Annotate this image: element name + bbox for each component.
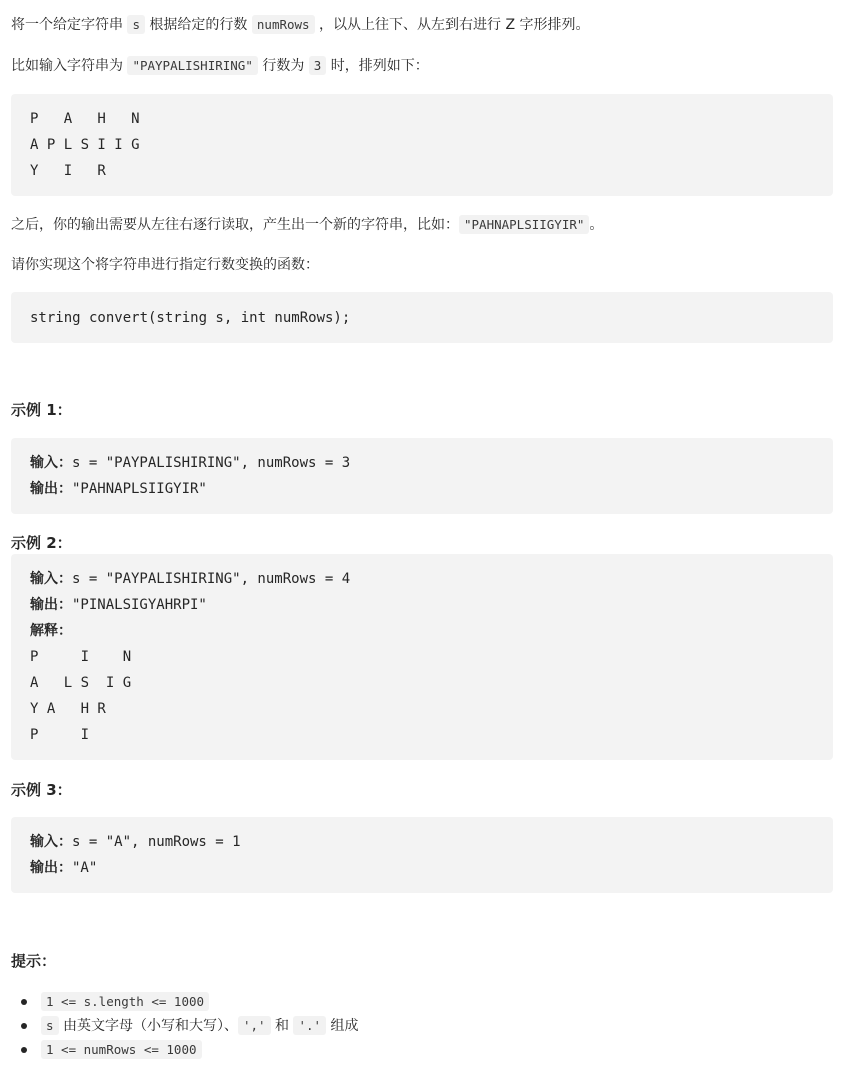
code-line: A P L S I I G: [30, 137, 140, 153]
inline-code-s: s: [127, 15, 145, 34]
inline-code-numrows: numRows: [252, 15, 315, 34]
hint-item: [41, 990, 359, 1014]
explain-line: P I: [30, 727, 90, 743]
inline-code-rows: 3: [309, 56, 327, 75]
output-label: 输出：: [30, 597, 72, 613]
hints-list: [11, 990, 359, 1062]
output-value: "A": [72, 860, 98, 876]
intro-text: 根据给定的行数: [144, 17, 252, 33]
input-value: s = "A", numRows = 1: [72, 834, 241, 850]
hint-code: 1 <= numRows <= 1000: [41, 1040, 202, 1059]
intro-text: 之后，你的输出需要从左往右逐行读取，产生出一个新的字符串，比如：: [11, 217, 459, 233]
intro-text: 行数为: [257, 58, 309, 74]
explain-line: P I N: [30, 649, 132, 665]
intro-paragraph-2: [11, 54, 429, 78]
intro-paragraph-1: [11, 13, 590, 37]
example-2-block: [11, 554, 833, 760]
hint-text: 由英文字母（小写和大写）、: [58, 1018, 238, 1034]
example-2-output: [30, 592, 814, 618]
input-label: 输入：: [30, 834, 72, 850]
hint-code: 1 <= s.length <= 1000: [41, 992, 209, 1011]
hint-code: '.': [293, 1016, 326, 1035]
example-3-block: [11, 817, 833, 893]
code-line: Y I R: [30, 163, 106, 179]
example-2-input: [30, 566, 814, 592]
intro-text: 。: [589, 217, 604, 233]
input-label: 输入：: [30, 571, 72, 587]
example-3-input: [30, 829, 814, 855]
inline-code-example-string: "PAYPALISHIRING": [127, 56, 257, 75]
hint-code: s: [41, 1016, 59, 1035]
signature-code-block: [11, 292, 833, 343]
example-1-output: [30, 476, 814, 502]
intro-text: 比如输入字符串为: [11, 58, 128, 74]
intro-text: ，以从上往下、从左到右进行 Z 字形排列。: [314, 17, 590, 33]
explain-line: Y A H R: [30, 701, 106, 717]
example-2-title: 示例 2：: [11, 534, 72, 552]
hint-text: 组成: [326, 1018, 359, 1034]
inline-code-result: "PAHNAPLSIIGYIR": [459, 215, 589, 234]
intro-text: 时，排列如下：: [326, 58, 429, 74]
input-value: s = "PAYPALISHIRING", numRows = 3: [72, 455, 351, 471]
output-label: 输出：: [30, 860, 72, 876]
example-1-block: [11, 438, 833, 514]
output-label: 输出：: [30, 481, 72, 497]
example-3-output: [30, 855, 814, 881]
hint-item: [41, 1014, 359, 1038]
hint-code: ',': [238, 1016, 271, 1035]
input-label: 输入：: [30, 455, 72, 471]
zigzag-code-block: [11, 94, 833, 196]
output-value: "PINALSIGYAHRPI": [72, 597, 207, 613]
intro-paragraph-4: 请你实现这个将字符串进行指定行数变换的函数：: [11, 257, 319, 273]
code-line: P A H N: [30, 111, 140, 127]
example-1-input: [30, 450, 814, 476]
code-line: string convert(string s, int numRows);: [30, 310, 351, 326]
explain-label: 解释：: [30, 623, 72, 639]
hints-title: 提示：: [11, 952, 57, 970]
explain-line: A L S I G: [30, 675, 132, 691]
hint-text: 和: [270, 1018, 294, 1034]
intro-text: 将一个给定字符串: [11, 17, 128, 33]
output-value: "PAHNAPLSIIGYIR": [72, 481, 207, 497]
intro-paragraph-3: [11, 213, 603, 237]
hint-item: [41, 1038, 359, 1062]
example-3-title: 示例 3：: [11, 781, 72, 799]
example-1-title: 示例 1：: [11, 401, 72, 419]
input-value: s = "PAYPALISHIRING", numRows = 4: [72, 571, 351, 587]
